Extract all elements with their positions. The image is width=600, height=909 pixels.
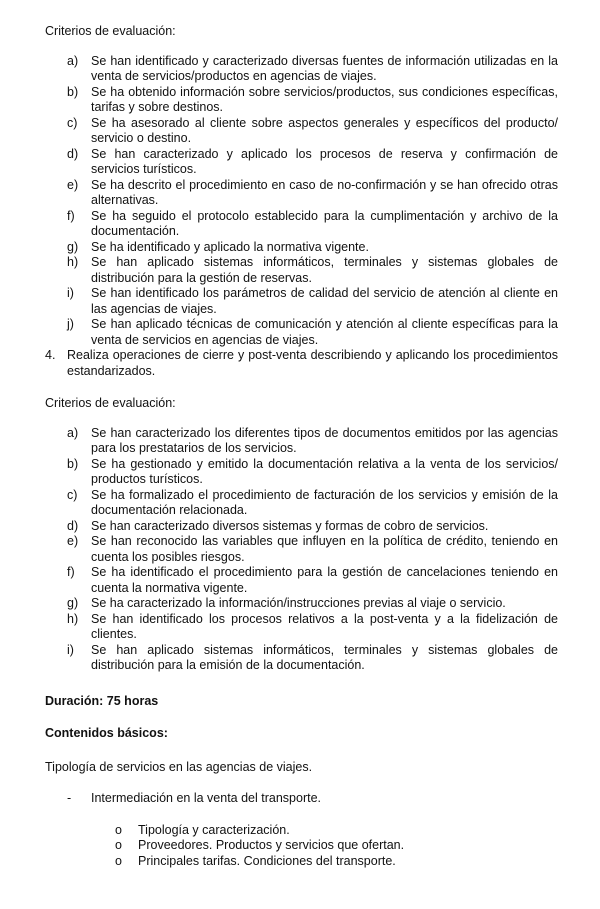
criterion-item: [45, 209, 558, 240]
criterion-item: [45, 488, 558, 519]
criterion-item: [45, 54, 558, 85]
criterion-letter: e): [67, 534, 79, 548]
criterion-text: Se han reconocido las variables que influyen en la política de crédito, teniendo en cuenta los posibles riesgos.: [91, 534, 558, 564]
sub-bullet-item: [45, 823, 558, 839]
dash-list-item: [45, 791, 558, 807]
criterion-letter: d): [67, 518, 79, 533]
criterion-letter: h): [67, 255, 79, 269]
criterion-text: Se han aplicado técnicas de comunicación y atención al cliente específicas para la venta de servicios en agencias de viajes.: [91, 317, 558, 347]
dash-marker: -: [67, 791, 72, 805]
criterion-item: [45, 85, 558, 116]
criterion-text: Se ha seguido el protocolo establecido para la cumplimentación y archivo de la documentación.: [91, 208, 558, 238]
criterion-text: Se han identificado los procesos relativos a la post-venta y a la fidelización de clientes.: [91, 611, 558, 641]
criterion-text: Se han caracterizado los diferentes tipos de documentos emitidos por las agencias para los prestatarios de los servicios.: [91, 425, 558, 455]
sub-bullet-text: Principales tarifas. Condiciones del transporte.: [138, 853, 396, 868]
criterion-item: [45, 240, 558, 256]
criterion-letter: f): [67, 565, 75, 579]
criterion-letter: e): [67, 177, 79, 192]
criterion-item: [45, 457, 558, 488]
document-page: [45, 24, 558, 869]
sub-bullet-text: Tipología y caracterización.: [138, 822, 290, 837]
criterion-item: [45, 534, 558, 565]
criterion-text: Se ha identificado y aplicado la normativa vigente.: [91, 239, 369, 254]
criterion-text: Se han caracterizado y aplicado los procesos de reserva y confirmación de servicios turísticos.: [91, 146, 558, 176]
criterion-letter: g): [67, 239, 79, 254]
criterion-item: [45, 147, 558, 178]
criterion-text: Se han identificado los parámetros de calidad del servicio de atención al cliente en las agencias de viajes.: [91, 286, 558, 316]
criterion-letter: b): [67, 84, 79, 99]
criterion-item: [45, 116, 558, 147]
criterion-text: Se han identificado y caracterizado diversas fuentes de información utilizadas en la venta de servicios/productos en agencias de viajes.: [91, 53, 558, 83]
criterion-letter: c): [67, 487, 78, 502]
criterion-letter: f): [67, 208, 75, 223]
criterion-letter: a): [67, 425, 79, 440]
criterion-item: [45, 612, 558, 643]
criterion-letter: h): [67, 611, 79, 626]
criterion-text: Se ha obtenido información sobre servicios/productos, sus condiciones específicas, tarifas y sobre destinos.: [91, 84, 558, 114]
criterion-item: [45, 565, 558, 596]
criterion-letter: i): [67, 642, 74, 657]
criterion-item: [45, 255, 558, 286]
criterion-letter: g): [67, 596, 79, 610]
sub-bullet-list: [45, 823, 558, 870]
criterion-letter: a): [67, 53, 79, 68]
outcome-text: Realiza operaciones de cierre y post-venta describiendo y aplicando los procedimientos estandarizados.: [67, 348, 558, 378]
criterion-text: Se han aplicado sistemas informáticos, terminales y sistemas globales de distribución para la gestión de reservas.: [91, 255, 558, 285]
bullet-marker: o: [115, 838, 122, 852]
topic-heading: Tipología de servicios en las agencias de viajes.: [45, 759, 313, 774]
learning-outcome-4: [45, 348, 558, 379]
criteria-heading-section3: Criterios de evaluación:: [45, 24, 176, 38]
criterion-item: [45, 178, 558, 209]
criterion-item: [45, 643, 558, 674]
criteria-list-section3: [45, 54, 558, 349]
criterion-text: Se han caracterizado diversos sistemas y formas de cobro de servicios.: [91, 518, 489, 533]
criterion-letter: b): [67, 456, 79, 471]
criterion-item: [45, 426, 558, 457]
duration-heading: Duración: 75 horas: [45, 693, 159, 708]
dash-item-text: Intermediación en la venta del transporte.: [91, 791, 321, 805]
criterion-item: [45, 317, 558, 348]
contents-heading: Contenidos básicos:: [45, 726, 168, 740]
bullet-marker: o: [115, 853, 122, 868]
sub-bullet-text: Proveedores. Productos y servicios que ofertan.: [138, 838, 405, 852]
criterion-letter: d): [67, 146, 79, 161]
criterion-text: Se ha identificado el procedimiento para la gestión de cancelaciones teniendo en cuenta la normativa vigente.: [91, 565, 558, 595]
sub-bullet-item: [45, 854, 558, 870]
criteria-heading-section4: Criterios de evaluación:: [45, 396, 176, 410]
sub-bullet-item: [45, 838, 558, 854]
criterion-text: Se ha gestionado y emitido la documentación relativa a la venta de los servicios/ productos turísticos.: [91, 456, 558, 486]
criterion-item: [45, 519, 558, 535]
criterion-text: Se ha asesorado al cliente sobre aspectos generales y específicos del producto/ servicio o destino.: [91, 115, 558, 145]
bullet-marker: o: [115, 822, 122, 837]
criterion-text: Se ha descrito el procedimiento en caso de no-confirmación y se han ofrecido otras alternativas.: [91, 177, 558, 207]
criterion-text: Se ha formalizado el procedimiento de facturación de los servicios y emisión de la documentación relacionada.: [91, 487, 558, 517]
criterion-text: Se han aplicado sistemas informáticos, terminales y sistemas globales de distribución para la emisión de la documentación.: [91, 642, 558, 672]
criterion-letter: i): [67, 286, 74, 300]
criterion-letter: j): [67, 317, 74, 331]
criterion-text: Se ha caracterizado la información/instrucciones previas al viaje o servicio.: [91, 596, 506, 610]
outcome-number: 4.: [45, 348, 56, 362]
criterion-letter: c): [67, 115, 78, 130]
criteria-list-section4: [45, 426, 558, 674]
criterion-item: [45, 286, 558, 317]
criterion-item: [45, 596, 558, 612]
